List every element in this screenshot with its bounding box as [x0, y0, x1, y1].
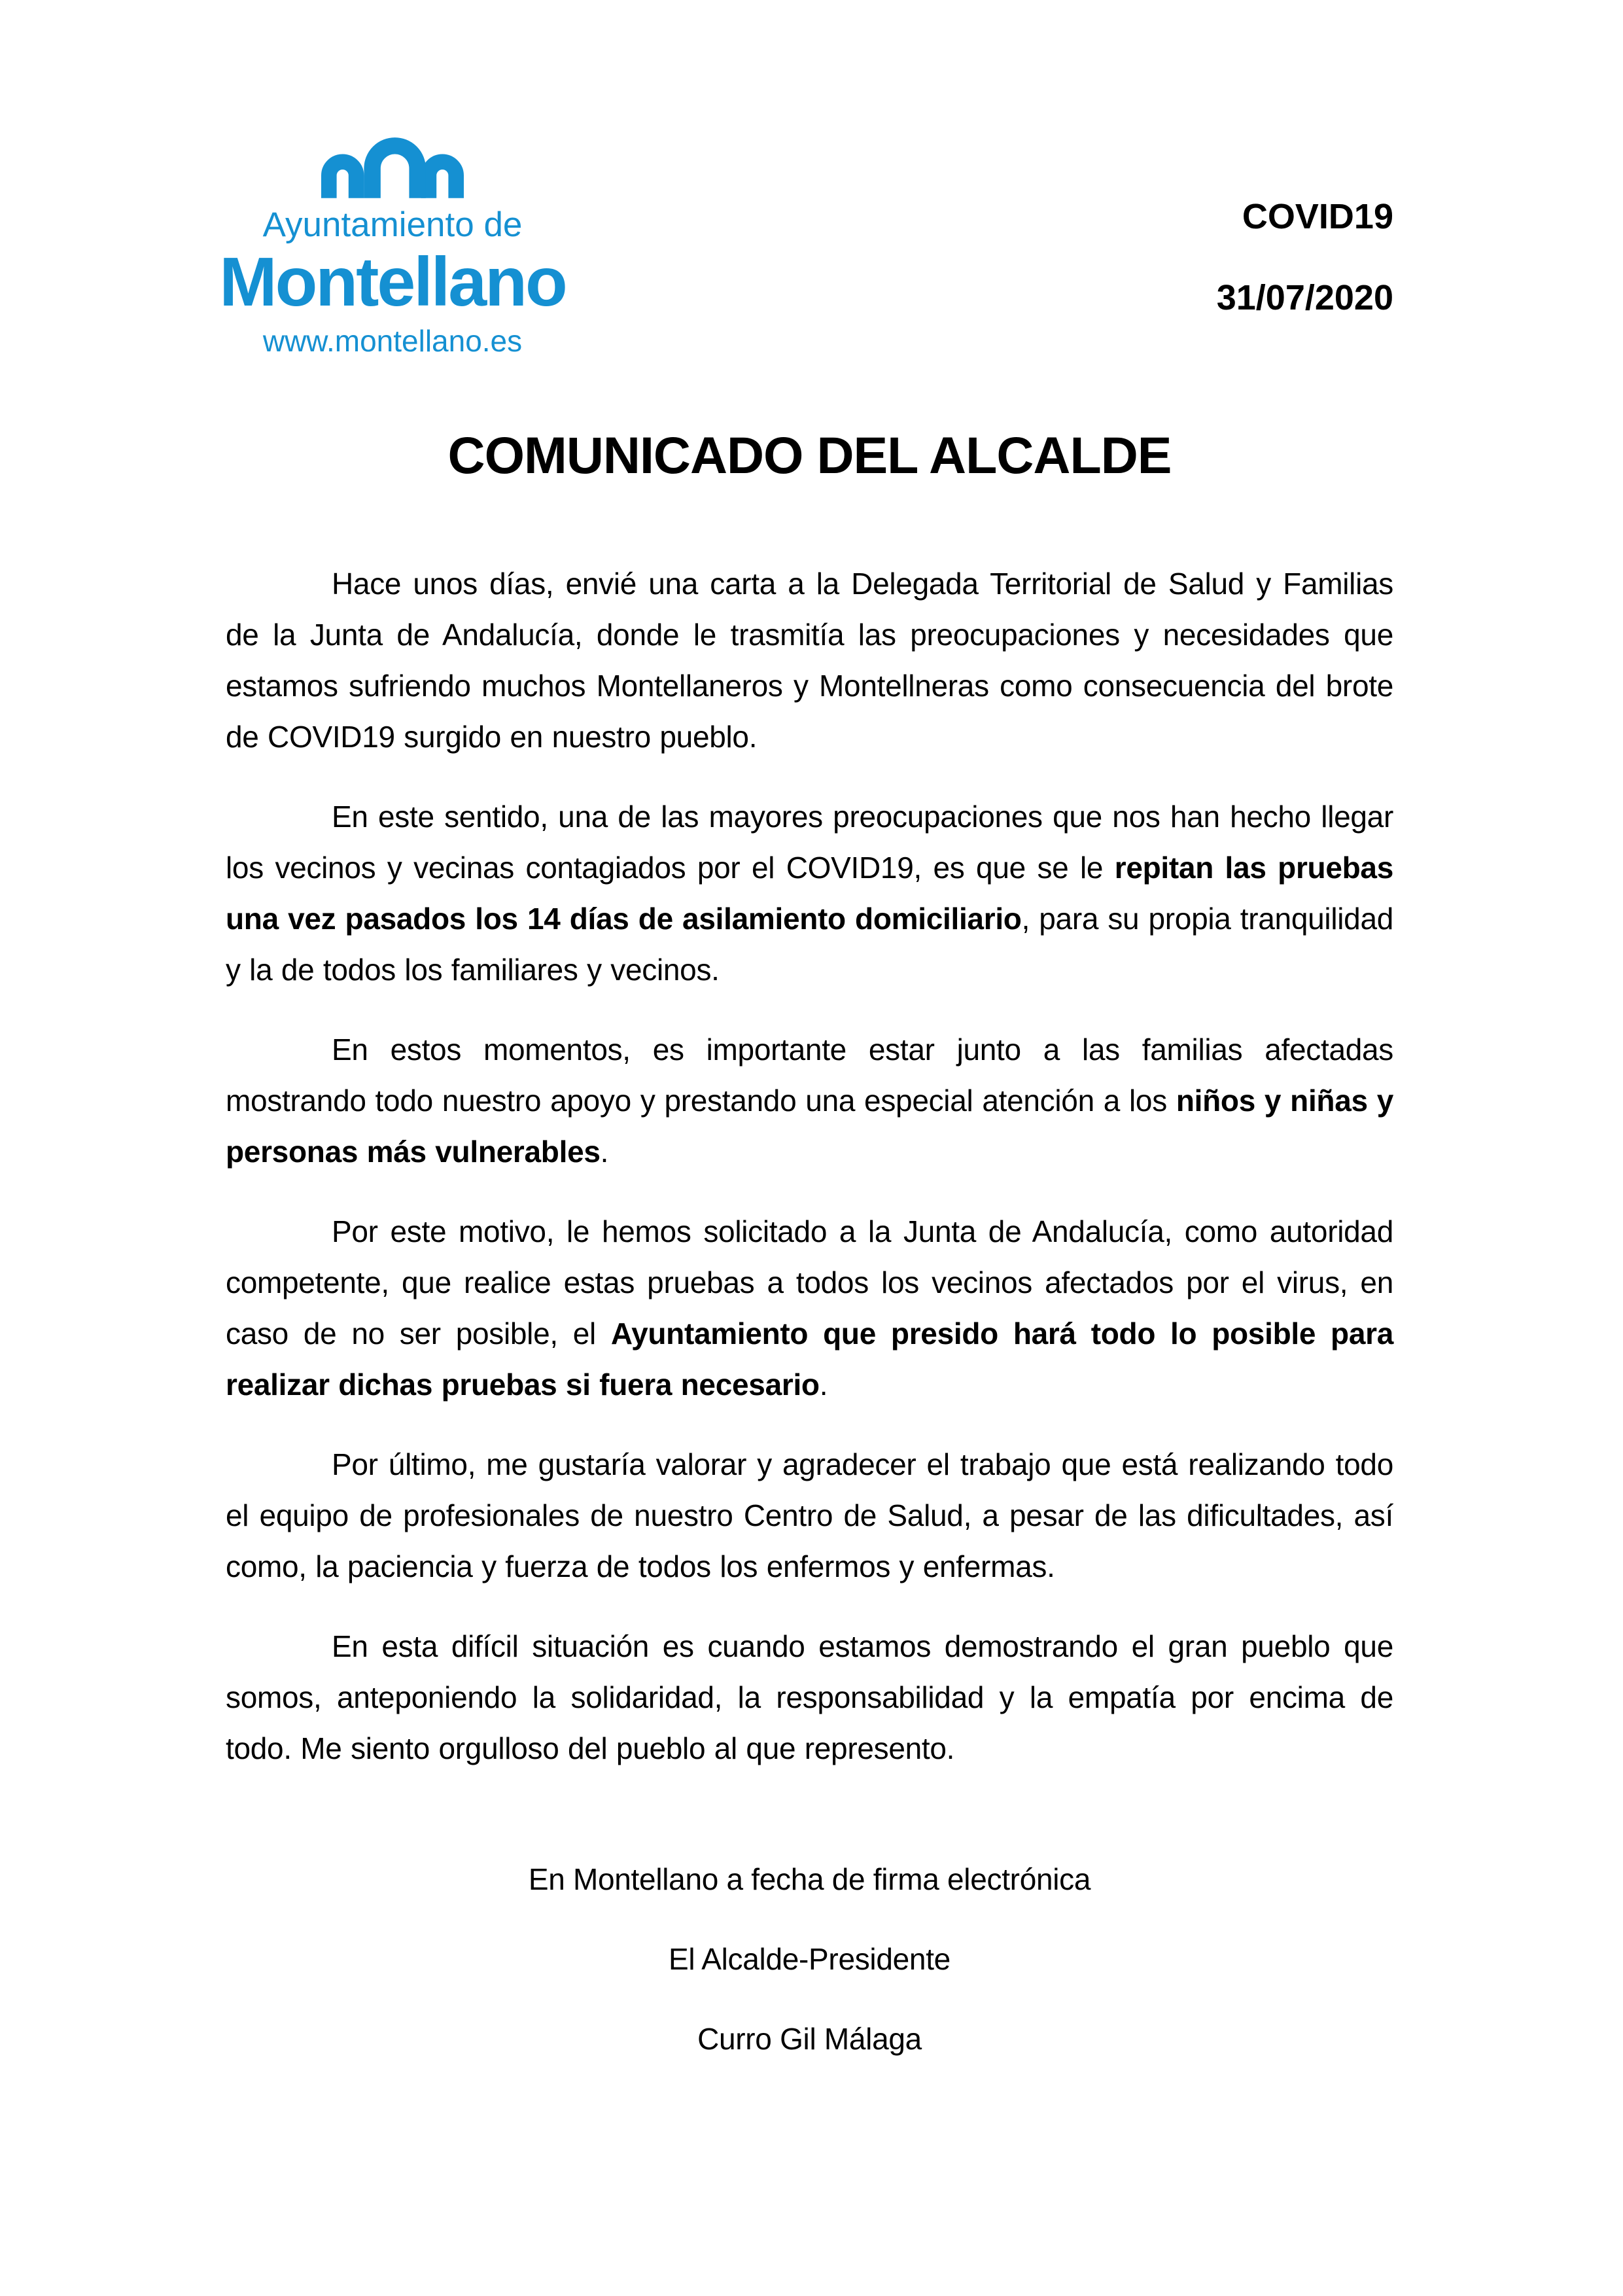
document-date: 31/07/2020: [1216, 278, 1393, 317]
header-meta: [1217, 136, 1393, 315]
letterhead: [219, 136, 1393, 358]
body-text-bold: niños y niñas y personas más vulnerables: [226, 1084, 1393, 1169]
three-arches-icon: [321, 136, 464, 198]
closing-line: Curro Gil Málaga: [697, 2022, 922, 2056]
body-paragraph: [226, 1439, 1393, 1592]
municipality-logo: [196, 136, 589, 356]
body-text: En estos momentos, es importante estar junto a las familias afectadas mostrando todo nuestro apoyo y prestando una especial atención a los: [226, 1033, 1393, 1118]
body-text: , para su propia tranquilidad y la de todos los familiares y vecinos.: [226, 902, 1394, 987]
body-text: En este sentido, una de las mayores preocupaciones que nos han hecho llegar los vecinos y vecinas contagiados por el COVID19, es que se le: [226, 800, 1393, 885]
closing-line: El Alcalde-Presidente: [669, 1942, 951, 1976]
body-text: .: [600, 1135, 609, 1169]
logo-municipality-name: Montellano: [219, 243, 566, 321]
letter-body: [226, 558, 1393, 1774]
body-text-bold: Ayuntamiento que presido hará todo lo posible para realizar dichas pruebas si fuera necesario: [226, 1316, 1393, 1402]
body-text: En esta difícil situación es cuando estamos demostrando el gran pueblo que somos, anteponiendo la solidaridad, la responsabilidad y la empatía por encima de todo. Me siento orgulloso del pueblo al que represento.: [226, 1629, 1393, 1765]
page-title: COMUNICADO DEL ALCALDE: [447, 426, 1172, 484]
body-text: Hace unos días, envié una carta a la Delegada Territorial de Salud y Familias de la Junta de Andalucía, donde le trasmitía las preocupaciones y necesidades que estamos sufriendo muchos Montellaneros y Montellneras como consecuencia del brote de COVID19 surgido en nuestro pueblo.: [226, 567, 1393, 754]
body-text: Por último, me gustaría valorar y agradecer el trabajo que está realizando todo el equipo de profesionales de nuestro Centro de Salud, a pesar de las dificultades, así como, la paciencia y fuerza de todos los enfermos y enfermas.: [226, 1447, 1393, 1583]
body-paragraph: [226, 558, 1393, 762]
body-paragraph: [226, 791, 1393, 995]
logo-org-text: Ayuntamiento de: [262, 205, 523, 244]
body-paragraph: [226, 1206, 1393, 1410]
body-text-bold: repitan las pruebas una vez pasados los 14 días de asilamiento domiciliario: [226, 851, 1394, 936]
body-text: Por este motivo, le hemos solicitado a la Junta de Andalucía, como autoridad competente, que realice estas pruebas a todos los vecinos afectados por el virus, en caso de no ser posible, el: [226, 1214, 1393, 1351]
body-text: .: [819, 1368, 828, 1402]
closing-line: En Montellano a fecha de firma electrónica: [528, 1862, 1091, 1896]
logo-website: www.montellano.es: [262, 324, 523, 358]
covid-tag: COVID19: [1242, 197, 1393, 236]
closing-block: [226, 1854, 1393, 2064]
body-paragraph: [226, 1621, 1393, 1774]
body-paragraph: [226, 1024, 1393, 1177]
